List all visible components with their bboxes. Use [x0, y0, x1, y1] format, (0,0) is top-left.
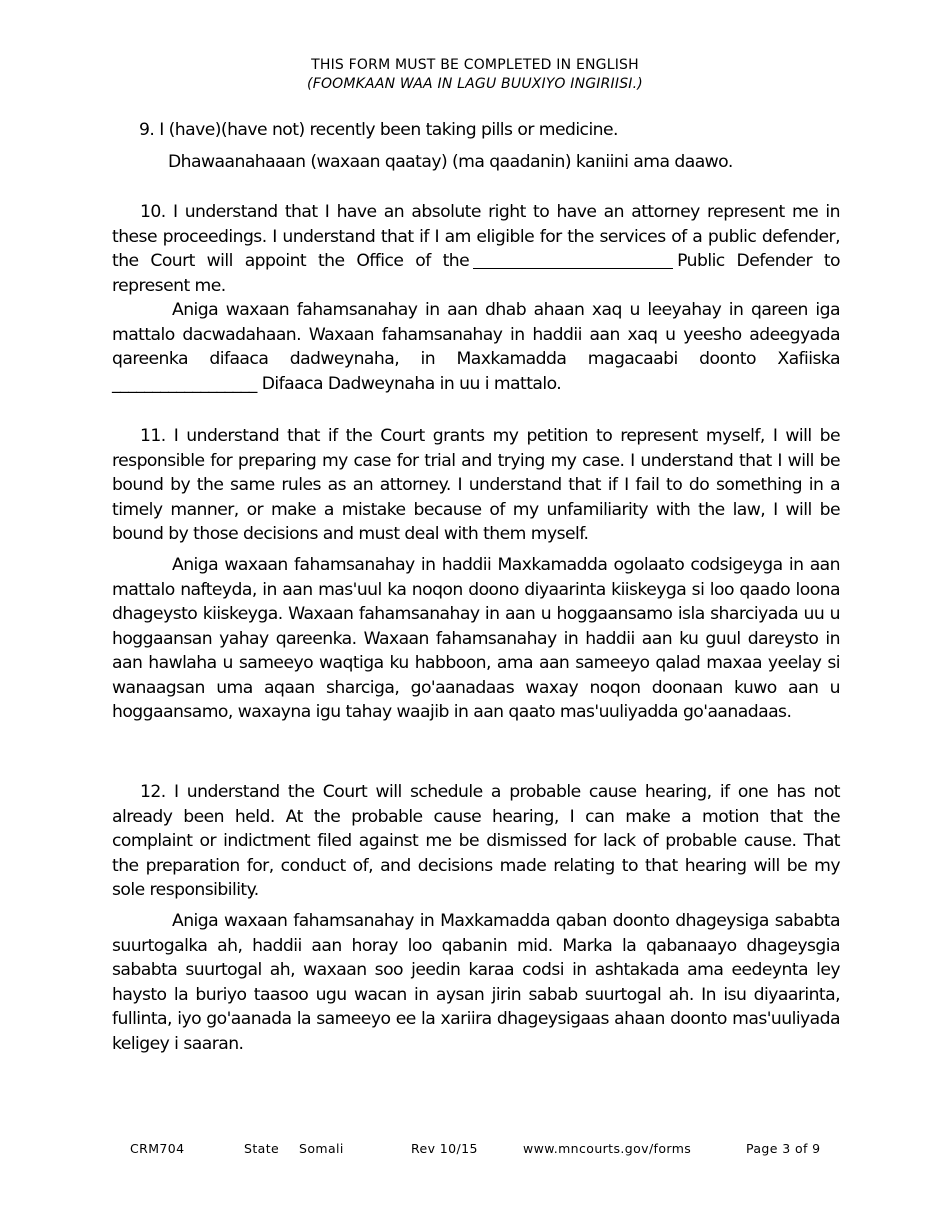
footer-url-link[interactable]: www.mncourts.gov/forms — [523, 1141, 692, 1156]
public-defender-office-blank[interactable] — [473, 251, 673, 269]
item11-somali: Aniga waxaan fahamsanahay in haddii Maxkamadda ogolaato codsigeyga in aan mattalo nafteyda, in aan mas'uul ka noqon doono diyaarinta kiiskeyga si loo qaado loona dhageysto kiiskeyga. Waxaan fahamsanahay in aan u hoggaansamo isla sharciyada uu u hoggaansan yahay qareenka. Waxaan fahamsanahay in haddii aan ku guul dareysto in aan hawlaha u sameeyo waqtiga ku habboon, ama aan sameeyo qalad maxaa yeelay si wanaagsan uma aqaan sharciga, go'aanadaas waxay noqon doonaan kuwo aan u hoggaansamo, waxayna igu tahay waajib in aan qaato mas'uuliyadda go'aanadaas. — [112, 555, 840, 722]
footer-state: State — [244, 1141, 280, 1156]
item10-english-text-end: Public Defender to represent me. — [112, 251, 840, 296]
item12-somali: Aniga waxaan fahamsanahay in Maxkamadda qaban doonto dhageysiga sababta suurtogalka ah, haddii aan horay loo qabanin mid. Marka la qabanaayo dhageysgia sababta suurtogal ah, waxaan soo jeedin karaa codsi in ashtakada ama eedeynta ley haysto la buriyo taasoo ugu wacan in aysan jirin sabab suurtogal ah. In isu diyaarinta, fullinta, iyo go'aanada la sameeyo ee la xariira dhageysigaas ahaan doonto mas'uuliyada keligey i saaran. — [112, 911, 840, 1054]
header-title: THIS FORM MUST BE COMPLETED IN ENGLISH — [311, 57, 639, 73]
footer-language: Somali — [299, 1141, 344, 1156]
footer-revision: Rev 10/15 — [411, 1141, 478, 1156]
form-header — [0, 56, 950, 94]
item12-english: 12. I understand the Court will schedule a probable cause hearing, if one has not already been held. At the probable cause hearing, I can make a motion that the complaint or indictment filed against me be dismissed for lack of probable cause. That the preparation for, conduct of, and decisions made relating to that hearing will be my sole responsibility. — [112, 782, 840, 900]
page-footer — [0, 1141, 950, 1159]
item11-english: 11. I understand that if the Court grants my petition to represent myself, I will be responsible for preparing my case for trial and trying my case. I understand that I will be bound by the same rules as an attorney. I understand that if I fail to do something in a timely manner, or make a mistake because of my unfamiliarity with the law, I will be bound by those decisions and must deal with them myself. — [112, 426, 840, 544]
footer-form-id: CRM704 — [130, 1141, 185, 1156]
item10-english — [112, 200, 840, 298]
header-subtitle: (FOOMKAAN WAA IN LAGU BUUXIYO INGIRIISI.) — [307, 76, 643, 92]
item10-english-text: 10. I understand that I have an absolute right to have an attorney represent me in these proceedings. I understand that if I am eligible for the services of a public defender, the Court will appoint the Office of the — [112, 202, 840, 271]
item9-somali: Dhawaanahaaan (waxaan qaatay) (ma qaadanin) kaniini ama daawo. — [168, 152, 733, 172]
item10-somali: Aniga waxaan fahamsanahay in aan dhab ahaan xaq u leeyahay in qareen iga mattalo dacwadahaan. Waxaan fahamsanahay in haddii aan xaq u yeesho adeegyada qareenka difaaca dadweynaha, in Maxkamadda magacaabi doonto Xafiiska __________________ Difaaca Dadweynaha in uu i mattalo. — [112, 300, 840, 394]
footer-page-number: Page 3 of 9 — [746, 1141, 821, 1156]
item9-english: 9. I (have)(have not) recently been taking pills or medicine. — [139, 120, 618, 140]
